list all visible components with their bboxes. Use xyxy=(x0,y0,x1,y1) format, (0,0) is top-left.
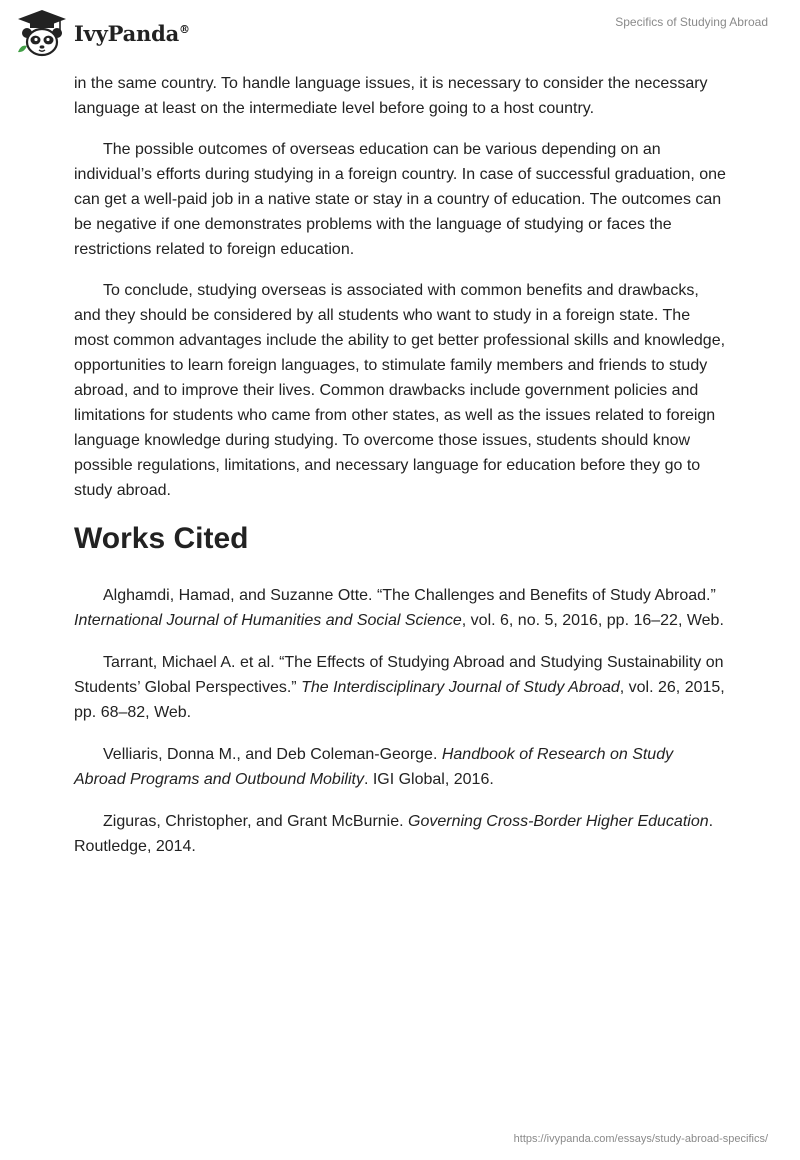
essay-paragraph: The possible outcomes of overseas education can be various depending on an individual’s efforts during studying in a foreign country. In case of successful graduation, one can get a well-paid job in a native state or stay in a country of education. The outcomes can be negative if one demonstrates problems with the language of studying or faces the restrictions related to foreign education. xyxy=(74,141,726,258)
citation-entry: Tarrant, Michael A. et al. “The Effects of Studying Abroad and Studying Sustainability on Students’ Global Perspectives.” The Interdisciplinary Journal of Study Abroad, vol. 26, 2015, pp. 68–82, Web. xyxy=(74,654,725,721)
brand-logo[interactable] xyxy=(14,8,190,58)
works-cited-heading: Works Cited xyxy=(74,522,249,555)
essay-content xyxy=(74,71,726,876)
source-url-link[interactable]: https://ivypanda.com/essays/study-abroad-specifics/ xyxy=(513,1133,768,1145)
essay-paragraph: To conclude, studying overseas is associated with common benefits and drawbacks, and they should be considered by all students who want to study in a foreign state. The most common advantages include the ability to get better professional skills and knowledge, opportunities to learn foreign languages, to stimulate family members and friends to study abroad, and to improve their lives. Common drawbacks include government policies and limitations for students who came from other states, as well as the issues related to foreign language knowledge during studying. To overcome those issues, students should know possible regulations, limitations, and necessary language for education before they go to study abroad. xyxy=(74,282,726,499)
citation-entry: Velliaris, Donna M., and Deb Coleman-George. Handbook of Research on Study Abroad Programs and Outbound Mobility. IGI Global, 2016. xyxy=(74,746,674,788)
document-title: Specifics of Studying Abroad xyxy=(615,15,768,29)
panda-graduate-icon xyxy=(14,8,70,58)
brand-name: IvyPanda® xyxy=(74,20,190,46)
essay-paragraph: in the same country. To handle language issues, it is necessary to consider the necessary language at least on the intermediate level before going to a host country. xyxy=(74,75,708,117)
citation-entry: Ziguras, Christopher, and Grant McBurnie. Governing Cross-Border Higher Education. Routledge, 2014. xyxy=(74,813,714,855)
page-header xyxy=(0,0,800,66)
citation-entry: Alghamdi, Hamad, and Suzanne Otte. “The Challenges and Benefits of Study Abroad.” International Journal of Humanities and Social Science, vol. 6, no. 5, 2016, pp. 16–22, Web. xyxy=(74,587,724,629)
